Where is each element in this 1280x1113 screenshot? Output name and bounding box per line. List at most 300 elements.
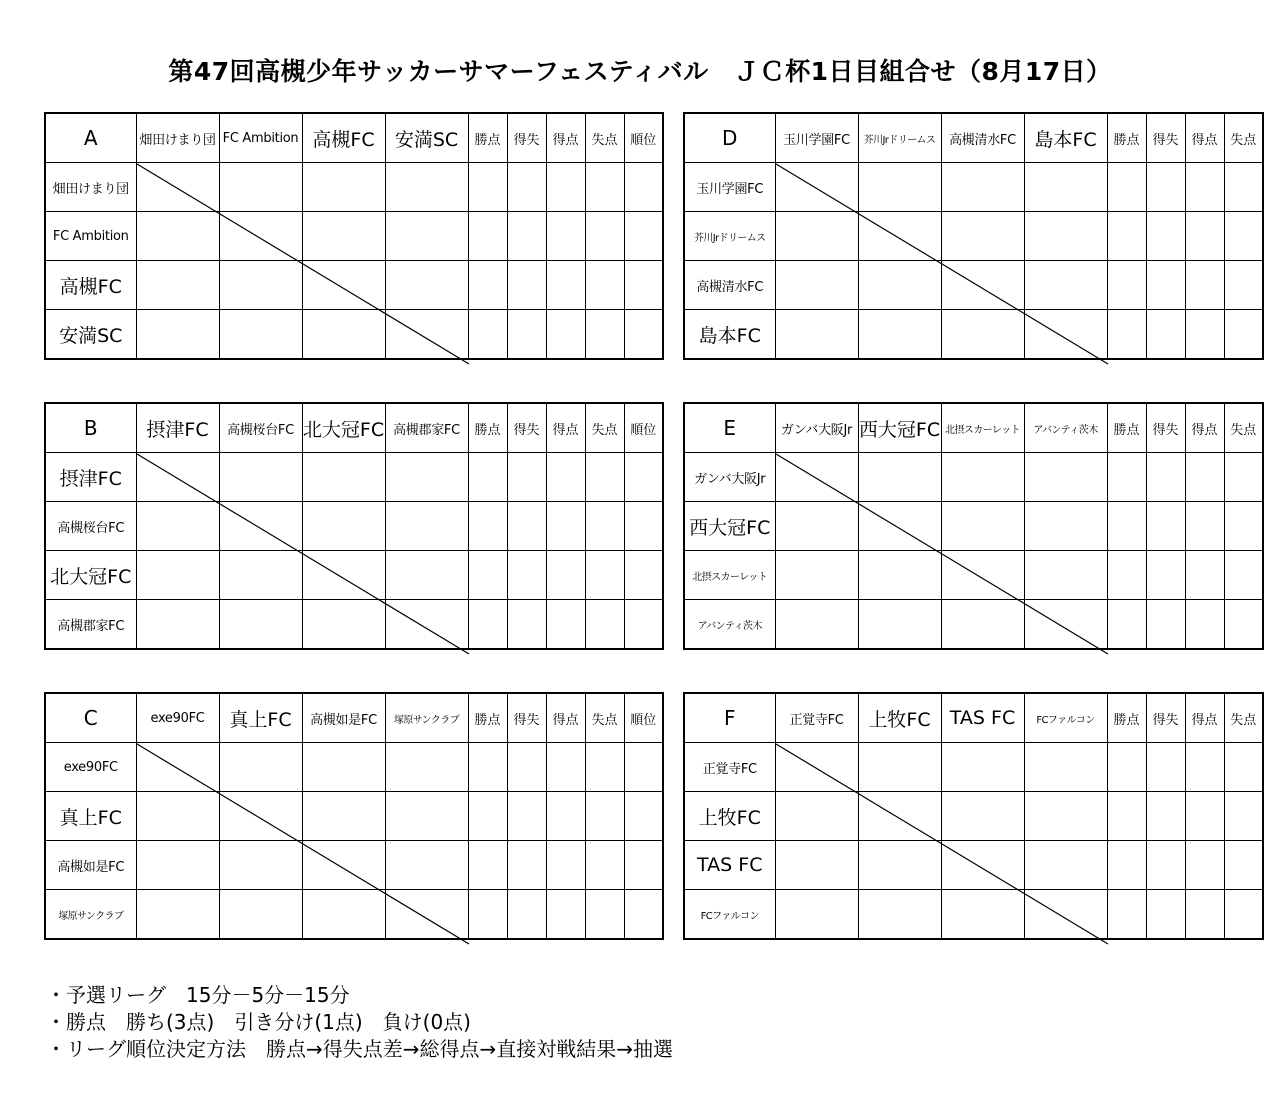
stat-cell xyxy=(507,453,546,502)
stat-header-1: 勝点 xyxy=(1107,693,1146,743)
column-header-team-4: 安満SC xyxy=(385,113,468,163)
match-result-cell xyxy=(302,890,385,940)
stat-header-2: 得失 xyxy=(1146,693,1185,743)
table-row xyxy=(45,212,663,261)
stat-cell xyxy=(1224,502,1263,551)
column-header-team-2: 上牧FC xyxy=(858,693,941,743)
match-result-cell xyxy=(775,212,858,261)
row-header-team-2: 高槻桜台FC xyxy=(45,502,136,551)
stat-cell xyxy=(507,792,546,841)
row-header-team-2: 芥川Jrドリームス xyxy=(684,212,775,261)
match-result-cell xyxy=(302,600,385,650)
row-header-team-4: 安満SC xyxy=(45,310,136,360)
match-result-cell xyxy=(1024,261,1107,310)
stat-cell xyxy=(1224,453,1263,502)
match-result-cell xyxy=(302,792,385,841)
column-header-team-1: 玉川学園FC xyxy=(775,113,858,163)
match-result-cell xyxy=(858,551,941,600)
self-match-cell xyxy=(858,212,941,261)
stat-cell xyxy=(585,310,624,360)
table-row xyxy=(45,743,663,792)
match-result-cell xyxy=(219,841,302,890)
row-header-team-3: 北大冠FC xyxy=(45,551,136,600)
table-row xyxy=(684,600,1263,650)
self-match-cell xyxy=(385,890,468,940)
stat-cell xyxy=(507,502,546,551)
stat-cell xyxy=(1107,743,1146,792)
stat-cell xyxy=(507,890,546,940)
row-header-team-2: 真上FC xyxy=(45,792,136,841)
stat-cell xyxy=(1146,212,1185,261)
stat-cell xyxy=(624,792,663,841)
stat-cell xyxy=(507,261,546,310)
row-header-team-4: FCファルコン xyxy=(684,890,775,940)
match-result-cell xyxy=(136,551,219,600)
match-result-cell xyxy=(941,502,1024,551)
match-result-cell xyxy=(1024,453,1107,502)
self-match-cell xyxy=(136,743,219,792)
row-header-team-1: 摂津FC xyxy=(45,453,136,502)
stat-cell xyxy=(468,502,507,551)
stat-header-2: 得失 xyxy=(1146,113,1185,163)
match-result-cell xyxy=(858,743,941,792)
self-match-cell xyxy=(385,600,468,650)
table-row xyxy=(45,551,663,600)
match-result-cell xyxy=(385,453,468,502)
stat-header-4: 失点 xyxy=(1224,403,1263,453)
match-result-cell xyxy=(302,453,385,502)
match-result-cell xyxy=(858,600,941,650)
self-match-cell xyxy=(775,743,858,792)
stat-cell xyxy=(1107,890,1146,940)
stat-cell xyxy=(585,502,624,551)
match-result-cell xyxy=(858,310,941,360)
stat-header-1: 勝点 xyxy=(468,403,507,453)
stat-cell xyxy=(1146,502,1185,551)
row-header-team-2: 上牧FC xyxy=(684,792,775,841)
note-ranking-method: ・リーグ順位決定方法 勝点→得失点差→総得点→直接対戦結果→抽選 xyxy=(46,1037,674,1061)
stat-cell xyxy=(624,310,663,360)
match-result-cell xyxy=(385,163,468,212)
column-header-team-3: 高槻如是FC xyxy=(302,693,385,743)
match-result-cell xyxy=(858,453,941,502)
group-b-table xyxy=(44,402,664,650)
match-result-cell xyxy=(858,841,941,890)
stat-cell xyxy=(1107,310,1146,360)
stat-cell xyxy=(1146,551,1185,600)
stat-cell xyxy=(1224,261,1263,310)
column-header-team-1: 正覚寺FC xyxy=(775,693,858,743)
match-result-cell xyxy=(219,551,302,600)
stat-header-4: 失点 xyxy=(585,403,624,453)
column-header-team-2: 芥川Jrドリームス xyxy=(858,113,941,163)
stat-cell xyxy=(507,551,546,600)
table-row xyxy=(684,841,1263,890)
stat-cell xyxy=(585,163,624,212)
column-header-team-2: FC Ambition xyxy=(219,113,302,163)
stat-header-3: 得点 xyxy=(546,693,585,743)
stat-cell xyxy=(1107,453,1146,502)
stat-header-1: 勝点 xyxy=(1107,403,1146,453)
stat-cell xyxy=(546,792,585,841)
row-header-team-4: 高槻郡家FC xyxy=(45,600,136,650)
stat-cell xyxy=(1224,310,1263,360)
column-header-team-3: 高槻FC xyxy=(302,113,385,163)
table-row xyxy=(684,551,1263,600)
row-header-team-3: 高槻清水FC xyxy=(684,261,775,310)
stat-header-2: 得失 xyxy=(507,403,546,453)
match-result-cell xyxy=(385,261,468,310)
stat-cell xyxy=(1224,212,1263,261)
match-result-cell xyxy=(858,163,941,212)
stat-cell xyxy=(1224,743,1263,792)
stat-cell xyxy=(468,310,507,360)
stat-header-1: 勝点 xyxy=(1107,113,1146,163)
stat-cell xyxy=(624,743,663,792)
stat-header-3: 得点 xyxy=(1185,113,1224,163)
stat-cell xyxy=(585,453,624,502)
stat-header-2: 得失 xyxy=(507,693,546,743)
row-header-team-4: アバンティ茨木 xyxy=(684,600,775,650)
match-result-cell xyxy=(302,310,385,360)
match-result-cell xyxy=(136,261,219,310)
table-row xyxy=(45,453,663,502)
column-header-team-4: 高槻郡家FC xyxy=(385,403,468,453)
self-match-cell xyxy=(775,453,858,502)
match-result-cell xyxy=(219,600,302,650)
match-result-cell xyxy=(1024,792,1107,841)
self-match-cell xyxy=(1024,890,1107,940)
stat-cell xyxy=(624,502,663,551)
stat-cell xyxy=(624,551,663,600)
stat-header-5: 順位 xyxy=(624,403,663,453)
stat-cell xyxy=(624,890,663,940)
self-match-cell xyxy=(219,502,302,551)
stat-cell xyxy=(546,163,585,212)
stat-cell xyxy=(1224,163,1263,212)
stat-cell xyxy=(1224,600,1263,650)
stat-cell xyxy=(1185,502,1224,551)
stat-cell xyxy=(1107,551,1146,600)
stat-cell xyxy=(507,310,546,360)
self-match-cell xyxy=(136,163,219,212)
table-row xyxy=(684,792,1263,841)
match-result-cell xyxy=(136,502,219,551)
stat-cell xyxy=(1146,600,1185,650)
stat-cell xyxy=(585,890,624,940)
match-result-cell xyxy=(136,310,219,360)
stat-header-3: 得点 xyxy=(546,113,585,163)
group-label: C xyxy=(45,693,136,743)
stat-cell xyxy=(1224,890,1263,940)
self-match-cell xyxy=(1024,310,1107,360)
stat-cell xyxy=(546,502,585,551)
match-result-cell xyxy=(385,841,468,890)
match-result-cell xyxy=(1024,163,1107,212)
stat-cell xyxy=(468,212,507,261)
stat-cell xyxy=(1224,551,1263,600)
group-label: E xyxy=(684,403,775,453)
self-match-cell xyxy=(302,551,385,600)
stat-cell xyxy=(1185,212,1224,261)
group-f-table xyxy=(683,692,1264,940)
stat-cell xyxy=(1146,453,1185,502)
self-match-cell xyxy=(385,310,468,360)
column-header-team-4: アバンティ茨木 xyxy=(1024,403,1107,453)
table-row xyxy=(45,890,663,940)
stat-cell xyxy=(468,600,507,650)
stat-cell xyxy=(1107,212,1146,261)
stat-cell xyxy=(546,841,585,890)
row-header-team-4: 塚原サンクラブ xyxy=(45,890,136,940)
match-result-cell xyxy=(858,890,941,940)
stat-cell xyxy=(1146,163,1185,212)
match-result-cell xyxy=(219,890,302,940)
self-match-cell xyxy=(1024,600,1107,650)
stat-cell xyxy=(1146,261,1185,310)
match-result-cell xyxy=(775,310,858,360)
page-title: 第47回高槻少年サッカーサマーフェスティバル ＪＣ杯1日目組合せ（8月17日） xyxy=(168,57,1112,86)
table-row xyxy=(45,261,663,310)
self-match-cell xyxy=(941,841,1024,890)
match-result-cell xyxy=(136,890,219,940)
stat-cell xyxy=(1185,600,1224,650)
column-header-team-3: 北摂スカーレット xyxy=(941,403,1024,453)
match-result-cell xyxy=(136,841,219,890)
table-row xyxy=(684,502,1263,551)
table-row xyxy=(684,890,1263,940)
column-header-team-3: TAS FC xyxy=(941,693,1024,743)
match-result-cell xyxy=(1024,502,1107,551)
column-header-team-2: 高槻桜台FC xyxy=(219,403,302,453)
stat-cell xyxy=(507,600,546,650)
stat-cell xyxy=(468,551,507,600)
note-points: ・勝点 勝ち(3点) 引き分け(1点) 負け(0点) xyxy=(46,1010,471,1034)
stat-cell xyxy=(1107,261,1146,310)
self-match-cell xyxy=(219,212,302,261)
stat-cell xyxy=(507,743,546,792)
stat-cell xyxy=(1185,261,1224,310)
match-result-cell xyxy=(941,453,1024,502)
column-header-team-3: 北大冠FC xyxy=(302,403,385,453)
group-label: B xyxy=(45,403,136,453)
self-match-cell xyxy=(775,163,858,212)
stat-cell xyxy=(1146,890,1185,940)
stat-header-5: 順位 xyxy=(624,693,663,743)
match-result-cell xyxy=(302,163,385,212)
stat-header-4: 失点 xyxy=(1224,113,1263,163)
self-match-cell xyxy=(302,841,385,890)
row-header-team-2: 西大冠FC xyxy=(684,502,775,551)
stat-header-4: 失点 xyxy=(1224,693,1263,743)
group-c-table xyxy=(44,692,664,940)
stat-cell xyxy=(1185,841,1224,890)
stat-cell xyxy=(1146,792,1185,841)
stat-cell xyxy=(624,841,663,890)
column-header-team-2: 西大冠FC xyxy=(858,403,941,453)
self-match-cell xyxy=(941,261,1024,310)
stat-cell xyxy=(624,600,663,650)
match-result-cell xyxy=(136,792,219,841)
stat-cell xyxy=(1185,890,1224,940)
stat-cell xyxy=(546,600,585,650)
stat-header-3: 得点 xyxy=(546,403,585,453)
stat-cell xyxy=(585,743,624,792)
table-row xyxy=(684,163,1263,212)
column-header-team-3: 高槻清水FC xyxy=(941,113,1024,163)
group-e-table xyxy=(683,402,1264,650)
table-row xyxy=(684,310,1263,360)
stat-cell xyxy=(1107,841,1146,890)
row-header-team-1: ガンバ大阪Jr xyxy=(684,453,775,502)
table-row xyxy=(684,743,1263,792)
stat-cell xyxy=(1107,163,1146,212)
row-header-team-1: exe90FC xyxy=(45,743,136,792)
table-row xyxy=(45,163,663,212)
stat-header-5: 順位 xyxy=(624,113,663,163)
stat-cell xyxy=(468,453,507,502)
column-header-team-2: 真上FC xyxy=(219,693,302,743)
stat-header-1: 勝点 xyxy=(468,113,507,163)
match-result-cell xyxy=(302,212,385,261)
stat-cell xyxy=(468,890,507,940)
table-row xyxy=(45,600,663,650)
match-result-cell xyxy=(941,310,1024,360)
match-result-cell xyxy=(775,551,858,600)
stat-cell xyxy=(585,841,624,890)
stat-header-3: 得点 xyxy=(1185,403,1224,453)
stat-cell xyxy=(624,212,663,261)
group-label: D xyxy=(684,113,775,163)
match-result-cell xyxy=(1024,212,1107,261)
match-result-cell xyxy=(219,310,302,360)
table-row xyxy=(684,453,1263,502)
match-result-cell xyxy=(219,453,302,502)
match-result-cell xyxy=(941,792,1024,841)
match-result-cell xyxy=(385,212,468,261)
stat-cell xyxy=(468,743,507,792)
match-result-cell xyxy=(1024,743,1107,792)
stat-cell xyxy=(624,453,663,502)
match-result-cell xyxy=(775,502,858,551)
stat-cell xyxy=(585,551,624,600)
stat-cell xyxy=(585,600,624,650)
group-a-table xyxy=(44,112,664,360)
row-header-team-3: 北摂スカーレット xyxy=(684,551,775,600)
match-result-cell xyxy=(302,743,385,792)
stat-header-4: 失点 xyxy=(585,693,624,743)
stat-header-1: 勝点 xyxy=(468,693,507,743)
self-match-cell xyxy=(136,453,219,502)
match-result-cell xyxy=(136,600,219,650)
stat-cell xyxy=(468,261,507,310)
match-result-cell xyxy=(1024,551,1107,600)
stat-cell xyxy=(585,212,624,261)
table-row xyxy=(684,261,1263,310)
stat-header-2: 得失 xyxy=(507,113,546,163)
stat-header-4: 失点 xyxy=(585,113,624,163)
stat-cell xyxy=(546,743,585,792)
stat-cell xyxy=(546,453,585,502)
group-d-table xyxy=(683,112,1264,360)
match-result-cell xyxy=(941,890,1024,940)
stat-cell xyxy=(1185,163,1224,212)
stat-cell xyxy=(468,163,507,212)
stat-cell xyxy=(546,261,585,310)
stat-cell xyxy=(546,551,585,600)
table-row xyxy=(45,792,663,841)
match-result-cell xyxy=(775,890,858,940)
table-row xyxy=(45,502,663,551)
stat-cell xyxy=(1185,743,1224,792)
match-result-cell xyxy=(1024,841,1107,890)
self-match-cell xyxy=(302,261,385,310)
row-header-team-3: TAS FC xyxy=(684,841,775,890)
stat-cell xyxy=(507,212,546,261)
match-result-cell xyxy=(941,212,1024,261)
match-result-cell xyxy=(136,212,219,261)
match-result-cell xyxy=(385,502,468,551)
stat-cell xyxy=(624,261,663,310)
group-label: A xyxy=(45,113,136,163)
stat-cell xyxy=(468,841,507,890)
column-header-team-4: 塚原サンクラブ xyxy=(385,693,468,743)
stat-cell xyxy=(1107,502,1146,551)
column-header-team-4: FCファルコン xyxy=(1024,693,1107,743)
table-row xyxy=(45,310,663,360)
row-header-team-4: 島本FC xyxy=(684,310,775,360)
row-header-team-3: 高槻如是FC xyxy=(45,841,136,890)
stat-cell xyxy=(1146,310,1185,360)
column-header-team-1: 摂津FC xyxy=(136,403,219,453)
self-match-cell xyxy=(858,502,941,551)
group-label: F xyxy=(684,693,775,743)
row-header-team-1: 正覚寺FC xyxy=(684,743,775,792)
match-result-cell xyxy=(941,163,1024,212)
match-result-cell xyxy=(941,743,1024,792)
stat-cell xyxy=(1185,310,1224,360)
stat-cell xyxy=(1185,551,1224,600)
match-result-cell xyxy=(775,261,858,310)
stat-cell xyxy=(546,212,585,261)
stat-cell xyxy=(1107,792,1146,841)
column-header-team-4: 島本FC xyxy=(1024,113,1107,163)
stat-cell xyxy=(546,890,585,940)
row-header-team-3: 高槻FC xyxy=(45,261,136,310)
stat-cell xyxy=(624,163,663,212)
match-result-cell xyxy=(219,743,302,792)
self-match-cell xyxy=(858,792,941,841)
row-header-team-1: 玉川学園FC xyxy=(684,163,775,212)
stat-header-3: 得点 xyxy=(1185,693,1224,743)
self-match-cell xyxy=(941,551,1024,600)
row-header-team-1: 畑田けまり団 xyxy=(45,163,136,212)
stat-cell xyxy=(507,841,546,890)
self-match-cell xyxy=(219,792,302,841)
stat-cell xyxy=(1146,841,1185,890)
column-header-team-1: 畑田けまり団 xyxy=(136,113,219,163)
match-result-cell xyxy=(302,502,385,551)
table-row xyxy=(684,212,1263,261)
match-result-cell xyxy=(775,841,858,890)
stat-cell xyxy=(1185,453,1224,502)
match-result-cell xyxy=(858,261,941,310)
match-result-cell xyxy=(385,792,468,841)
match-result-cell xyxy=(385,551,468,600)
stat-cell xyxy=(546,310,585,360)
rules-notes xyxy=(46,982,673,1063)
match-result-cell xyxy=(219,261,302,310)
